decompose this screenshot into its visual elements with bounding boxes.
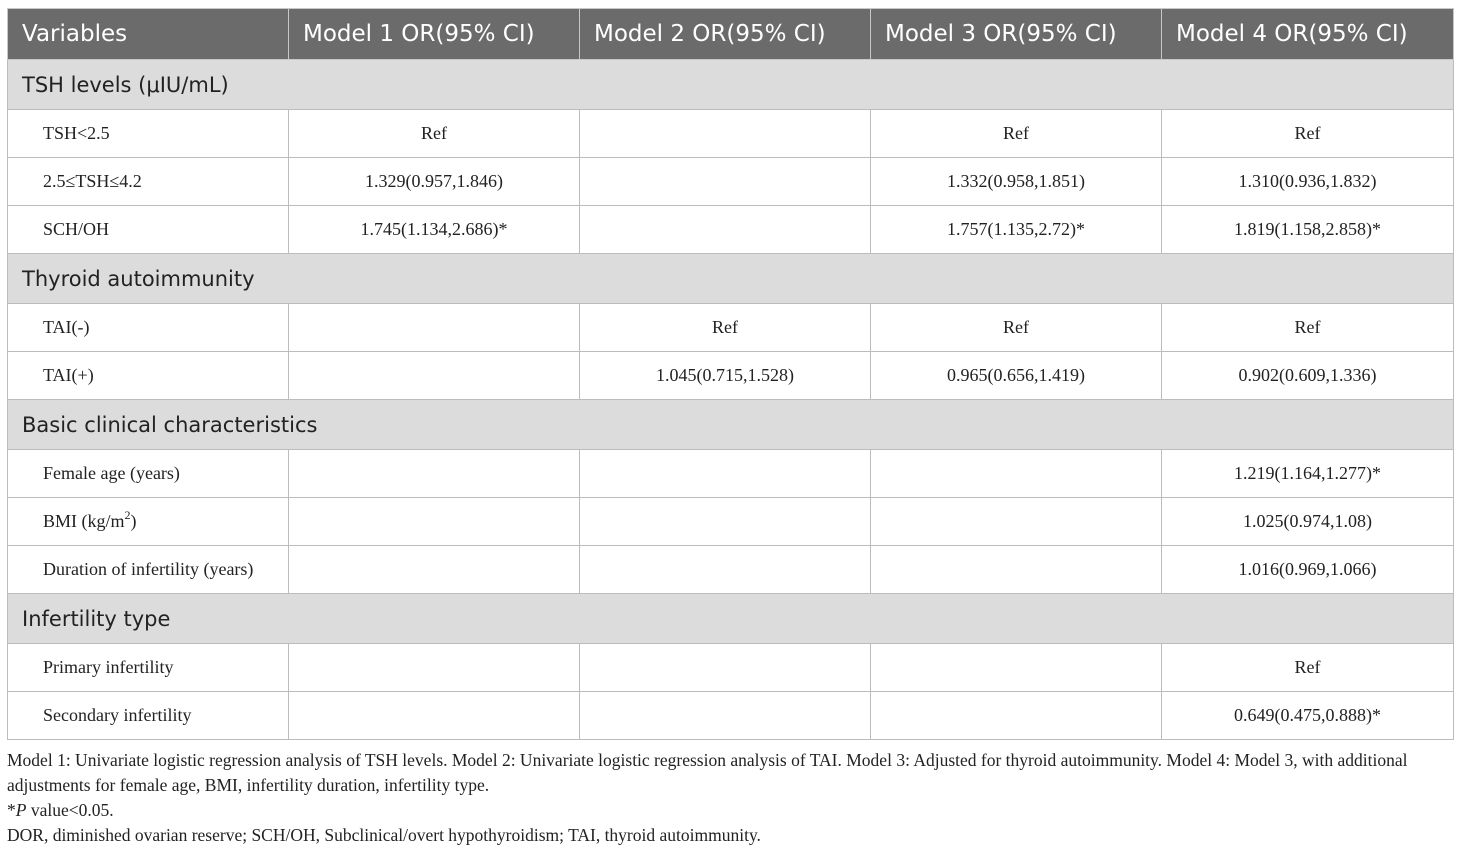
header-row xyxy=(8,9,1454,60)
table-row xyxy=(8,546,1454,594)
model-2-cell: 1.045(0.715,1.528) xyxy=(580,352,871,400)
variable-cell: Duration of infertility (years) xyxy=(8,546,289,594)
table-row xyxy=(8,110,1454,158)
model-3-cell xyxy=(871,546,1162,594)
model-4-cell: 1.819(1.158,2.858)* xyxy=(1162,206,1454,254)
footnote-abbreviations: DOR, diminished ovarian reserve; SCH/OH, Subclinical/overt hypothyroidism; TAI, thyroid autoimmunity. xyxy=(7,825,761,845)
variable-cell: Secondary infertility xyxy=(8,692,289,740)
table-body xyxy=(8,60,1454,740)
model-1-cell: 1.329(0.957,1.846) xyxy=(289,158,580,206)
variable-cell: TSH<2.5 xyxy=(8,110,289,158)
variable-cell: BMI $(kg/m^2)$ xyxy=(8,498,289,546)
model-3-cell: 1.757(1.135,2.72)* xyxy=(871,206,1162,254)
header-model-1: Model 1 OR(95% CI) xyxy=(289,9,580,60)
model-2-cell: Ref xyxy=(580,304,871,352)
footnote-models: Model 1: Univariate logistic regression analysis of TSH levels. Model 2: Univariate logistic regression analysis of TAI. Model 3: Adjusted for thyroid autoimmunity. Model 4: Model 3, with additional adjustments for female age, BMI, infertility duration, infertility type. xyxy=(7,750,1408,795)
model-3-cell: 1.332(0.958,1.851) xyxy=(871,158,1162,206)
model-1-cell: 1.745(1.134,2.686)* xyxy=(289,206,580,254)
model-4-cell: Ref xyxy=(1162,110,1454,158)
model-1-cell xyxy=(289,450,580,498)
variable-cell: TAI(+) xyxy=(8,352,289,400)
model-1-cell: Ref xyxy=(289,110,580,158)
model-2-cell xyxy=(580,546,871,594)
model-1-cell xyxy=(289,304,580,352)
model-3-cell xyxy=(871,644,1162,692)
variable-cell: 2.5≤TSH≤4.2 xyxy=(8,158,289,206)
variable-cell: Female age (years) xyxy=(8,450,289,498)
model-4-cell: 1.310(0.936,1.832) xyxy=(1162,158,1454,206)
model-2-cell xyxy=(580,498,871,546)
model-1-cell xyxy=(289,498,580,546)
table-row xyxy=(8,644,1454,692)
header-model-4: Model 4 OR(95% CI) xyxy=(1162,9,1454,60)
model-2-cell xyxy=(580,450,871,498)
table-footnotes xyxy=(7,748,1455,848)
model-1-cell xyxy=(289,692,580,740)
section-row xyxy=(8,60,1454,110)
model-2-cell xyxy=(580,110,871,158)
header-variables: Variables xyxy=(8,9,289,60)
model-1-cell xyxy=(289,546,580,594)
table-row xyxy=(8,450,1454,498)
table-row xyxy=(8,304,1454,352)
model-3-cell xyxy=(871,498,1162,546)
table-row xyxy=(8,206,1454,254)
variable-cell: SCH/OH xyxy=(8,206,289,254)
table-row xyxy=(8,158,1454,206)
model-4-cell: Ref xyxy=(1162,644,1454,692)
model-3-cell xyxy=(871,450,1162,498)
section-row xyxy=(8,254,1454,304)
section-title: Thyroid autoimmunity xyxy=(8,254,1454,304)
model-3-cell xyxy=(871,692,1162,740)
section-row xyxy=(8,400,1454,450)
model-2-cell xyxy=(580,158,871,206)
section-title: Infertility type xyxy=(8,594,1454,644)
model-4-cell: 0.649(0.475,0.888)* xyxy=(1162,692,1454,740)
model-1-cell xyxy=(289,644,580,692)
header-model-2: Model 2 OR(95% CI) xyxy=(580,9,871,60)
table-row xyxy=(8,692,1454,740)
model-4-cell: 1.219(1.164,1.277)* xyxy=(1162,450,1454,498)
model-1-cell xyxy=(289,352,580,400)
model-2-cell xyxy=(580,206,871,254)
header-model-3: Model 3 OR(95% CI) xyxy=(871,9,1162,60)
table-row xyxy=(8,498,1454,546)
model-4-cell: 1.016(0.969,1.066) xyxy=(1162,546,1454,594)
table-row xyxy=(8,352,1454,400)
model-3-cell: Ref xyxy=(871,304,1162,352)
results-table-container xyxy=(7,8,1453,740)
model-3-cell: Ref xyxy=(871,110,1162,158)
odds-ratio-table xyxy=(7,8,1454,740)
model-4-cell: 1.025(0.974,1.08) xyxy=(1162,498,1454,546)
model-2-cell xyxy=(580,644,871,692)
section-title: Basic clinical characteristics xyxy=(8,400,1454,450)
model-3-cell: 0.965(0.656,1.419) xyxy=(871,352,1162,400)
model-4-cell: Ref xyxy=(1162,304,1454,352)
section-title: TSH levels (μIU/mL) xyxy=(8,60,1454,110)
variable-cell: TAI(-) xyxy=(8,304,289,352)
model-4-cell: 0.902(0.609,1.336) xyxy=(1162,352,1454,400)
variable-cell: Primary infertility xyxy=(8,644,289,692)
footnote-p-value: *P value<0.05. xyxy=(7,800,114,820)
section-row xyxy=(8,594,1454,644)
model-2-cell xyxy=(580,692,871,740)
